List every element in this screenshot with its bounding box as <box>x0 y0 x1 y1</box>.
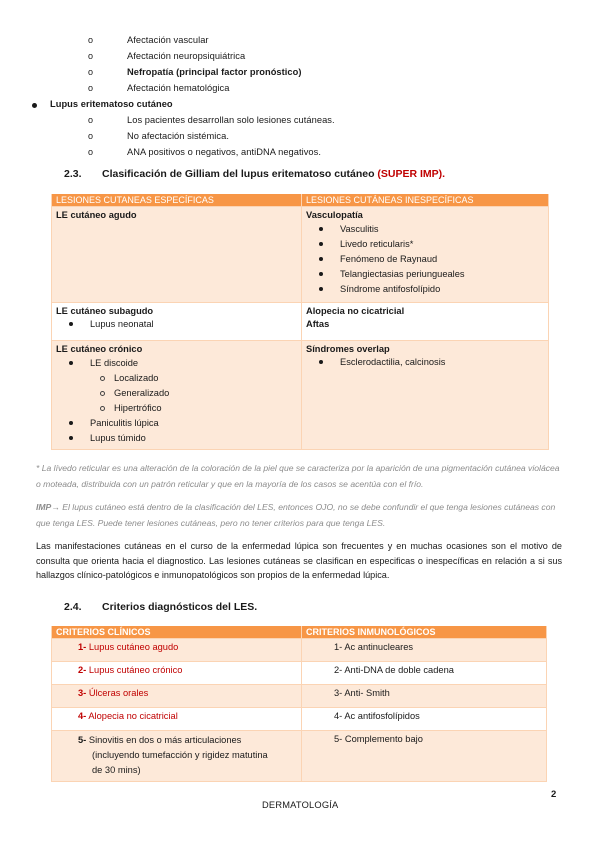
list-item-text: Generalizado <box>114 387 170 398</box>
table-header-row <box>52 194 549 207</box>
table-header-row <box>52 626 547 639</box>
list-item <box>56 431 297 446</box>
list-item <box>56 318 297 331</box>
criterion-number: 1- <box>78 642 87 652</box>
circle-bullet-icon <box>100 406 105 411</box>
list-item <box>88 66 93 78</box>
table-cell <box>52 341 302 450</box>
list-item-text: Vasculitis <box>340 223 379 234</box>
bullet-icon <box>319 227 323 231</box>
clinical-criterion <box>56 664 297 677</box>
circle-bullet-icon: o <box>88 67 94 77</box>
imp-note-text: El lupus cutáneo está dentro de la clasificación del LES, entonces OJO, no se debe confundir el que tenga lesiones cutáneas con que tenga LES. Puede tener lesiones cutáneas, pero no tener criterios para que tenga LES. <box>36 502 556 528</box>
table-row <box>52 303 549 341</box>
gilliam-classification-table <box>51 194 549 450</box>
table-row <box>52 662 547 685</box>
clinical-criterion <box>56 710 297 723</box>
table-row <box>52 685 547 708</box>
list-item-text: Telangiectasias periungueales <box>340 268 465 279</box>
list-item <box>306 267 544 282</box>
list-item-text: Paniculitis lúpica <box>90 417 159 428</box>
list-item <box>88 130 93 142</box>
list-item <box>306 282 544 297</box>
bullet-icon <box>69 361 73 365</box>
section-number: 2.4. <box>64 601 82 613</box>
circle-bullet-icon: o <box>88 35 94 45</box>
criterion-text: Lupus cutáneo crónico <box>88 665 183 675</box>
footer-title: DERMATOLOGÍA <box>262 800 339 810</box>
circle-bullet-icon: o <box>88 147 94 157</box>
circle-bullet-icon: o <box>88 131 94 141</box>
table-cell <box>52 639 302 662</box>
cell-title: LE cutáneo agudo <box>56 210 137 220</box>
table-cell <box>302 731 547 782</box>
table-cell <box>302 662 547 685</box>
list-item-text-bold: Nefropatía (principal factor pronóstico) <box>127 67 302 77</box>
immunological-criterion: 2- Anti-DNA de doble cadena <box>334 665 454 675</box>
bullet-icon <box>32 103 37 108</box>
cell-title: LE cutáneo subagudo <box>56 306 154 316</box>
circle-bullet-icon <box>100 376 105 381</box>
section-number: 2.3. <box>64 168 82 180</box>
cell-sublist <box>56 371 297 416</box>
bullet-icon <box>319 360 323 364</box>
list-item <box>306 252 544 267</box>
section-heading-2-3 <box>64 168 445 180</box>
table-cell <box>302 207 549 303</box>
list-item <box>88 146 93 158</box>
section-highlight: (SUPER IMP) <box>377 168 443 180</box>
table-cell <box>302 708 547 731</box>
list-item-text: Esclerodactilia, calcinosis <box>340 356 446 367</box>
table-row <box>52 639 547 662</box>
list-item <box>56 371 297 386</box>
list-item <box>56 386 297 401</box>
list-item-text: Afectación hematológica <box>127 83 230 93</box>
criterion-text: Sinovitis en dos o más articulaciones <box>88 735 242 745</box>
list-item-heading: Lupus eritematoso cutáneo <box>50 99 173 109</box>
list-item <box>88 82 93 94</box>
column-header-nonspecific: LESIONES CUTÁNEAS INESPECÍFICAS <box>302 194 549 207</box>
cell-title: LE cutáneo crónico <box>56 344 143 354</box>
list-item-text: Hipertrófico <box>114 402 162 413</box>
list-item-text: Afectación neuropsiquiátrica <box>127 51 246 61</box>
body-paragraph: Las manifestaciones cutáneas en el curso de la enfermedad lúpica son frecuentes y en muchas ocasiones son el motivo de consulta que orienta hacia el diagnostico. Las lesiones cutáneas se clasifican en especificas o inespecíficas en relación a si sus hallazgos clínico-patológicos e inmunopatológicos son propios de la enfermedad lúpica. <box>36 541 562 580</box>
criterion-text-cont: (incluyendo tumefacción y rigidez matutina <box>92 750 268 760</box>
bullet-icon <box>319 287 323 291</box>
list-item-text: Lupus túmido <box>90 432 146 443</box>
page-number: 2 <box>551 789 557 800</box>
criterion-text: Alopecia no cicatricial <box>88 711 178 721</box>
table-row <box>52 341 549 450</box>
criterion-number: 4- <box>78 711 87 721</box>
list-item <box>88 34 93 46</box>
criterion-number: 3- <box>78 688 87 698</box>
circle-bullet-icon: o <box>88 51 94 61</box>
bullet-icon <box>69 322 73 326</box>
circle-bullet-icon: o <box>88 83 94 93</box>
table-cell <box>302 303 549 341</box>
immunological-criterion: 5- Complemento bajo <box>334 734 423 744</box>
bullet-icon <box>69 436 73 440</box>
bullet-icon <box>319 272 323 276</box>
bullet-icon <box>319 242 323 246</box>
cell-list <box>56 356 297 371</box>
section-heading-2-4 <box>64 601 257 613</box>
cell-title: Síndromes overlap <box>306 344 390 354</box>
section-title: Clasificación de Gilliam del lupus eritematoso cutáneo <box>102 168 378 180</box>
imp-note <box>36 500 562 531</box>
list-item <box>306 222 544 237</box>
cell-title: Vasculopatía <box>306 210 363 220</box>
list-item-text: Síndrome antifosfolípido <box>340 283 441 294</box>
criterion-text: Úlceras orales <box>88 688 149 698</box>
criterion-number: 5- <box>78 735 87 745</box>
list-item-text: Lupus neonatal <box>90 318 154 329</box>
list-item-text: No afectación sistémica. <box>127 131 229 141</box>
cell-list <box>56 318 297 331</box>
list-item <box>88 114 93 126</box>
table-row <box>52 708 547 731</box>
table-row <box>52 207 549 303</box>
table-cell <box>302 639 547 662</box>
clinical-criterion <box>56 687 297 700</box>
list-item <box>306 237 544 252</box>
column-header-specific: LESIONES CUTANEAS ESPECÍFICAS <box>52 194 302 207</box>
list-item-text: ANA positivos o negativos, antiDNA negativos. <box>127 147 321 157</box>
clinical-criterion <box>56 641 297 654</box>
list-item <box>56 416 297 431</box>
list-item <box>56 401 297 416</box>
cell-list <box>306 356 544 369</box>
column-header-immunological: CRITERIOS INMUNOLÓGICOS <box>302 626 547 639</box>
immunological-criterion: 1- Ac antinucleares <box>334 642 414 652</box>
list-item-text: Livedo reticularis* <box>340 238 414 249</box>
list-item-text: Afectación vascular <box>127 35 209 45</box>
immunological-criterion: 4- Ac antifosfolípidos <box>334 711 420 721</box>
table-cell <box>52 708 302 731</box>
list-item <box>306 356 544 369</box>
clinical-criterion <box>56 733 297 748</box>
criterion-number: 2- <box>78 665 87 675</box>
list-item <box>88 50 93 62</box>
table-cell <box>302 341 549 450</box>
list-item <box>56 356 297 371</box>
criterion-text-cont: de 30 mins) <box>92 765 141 775</box>
circle-bullet-icon: o <box>88 115 94 125</box>
list-item-text: Fenómeno de Raynaud <box>340 253 438 264</box>
table-cell <box>52 685 302 708</box>
table-cell <box>52 207 302 303</box>
immunological-criterion: 3- Anti- Smith <box>334 688 390 698</box>
table-cell <box>52 662 302 685</box>
diagnostic-criteria-table <box>51 626 547 782</box>
list-item-text: Localizado <box>114 372 159 383</box>
column-header-clinical: CRITERIOS CLÍNICOS <box>52 626 302 639</box>
table-row <box>52 731 547 782</box>
bullet-icon <box>69 421 73 425</box>
circle-bullet-icon <box>100 391 105 396</box>
imp-label: IMP→ <box>36 502 60 512</box>
cell-list <box>306 222 544 297</box>
list-item-text: Los pacientes desarrollan solo lesiones cutáneas. <box>127 115 335 125</box>
criterion-text: Lupus cutáneo agudo <box>88 642 179 652</box>
table-cell <box>52 303 302 341</box>
list-item-text: LE discoide <box>90 357 139 368</box>
section-title-end: . <box>442 168 446 180</box>
bullet-icon <box>319 257 323 261</box>
cell-title: Aftas <box>306 318 330 329</box>
table-cell <box>302 685 547 708</box>
cell-list <box>56 416 297 446</box>
section-title: Criterios diagnósticos del LES. <box>102 601 258 613</box>
table-cell <box>52 731 302 782</box>
livedo-footnote: * La lívedo reticular es una alteración de la coloración de la piel que se caracteriza por la aparición de una pigmentación cutánea violácea o moteada, distribuida con un patrón reticular y que en la mayoría de los casos se acentúa con el frío. <box>36 463 560 489</box>
cell-title: Alopecia no cicatricial <box>306 306 405 316</box>
